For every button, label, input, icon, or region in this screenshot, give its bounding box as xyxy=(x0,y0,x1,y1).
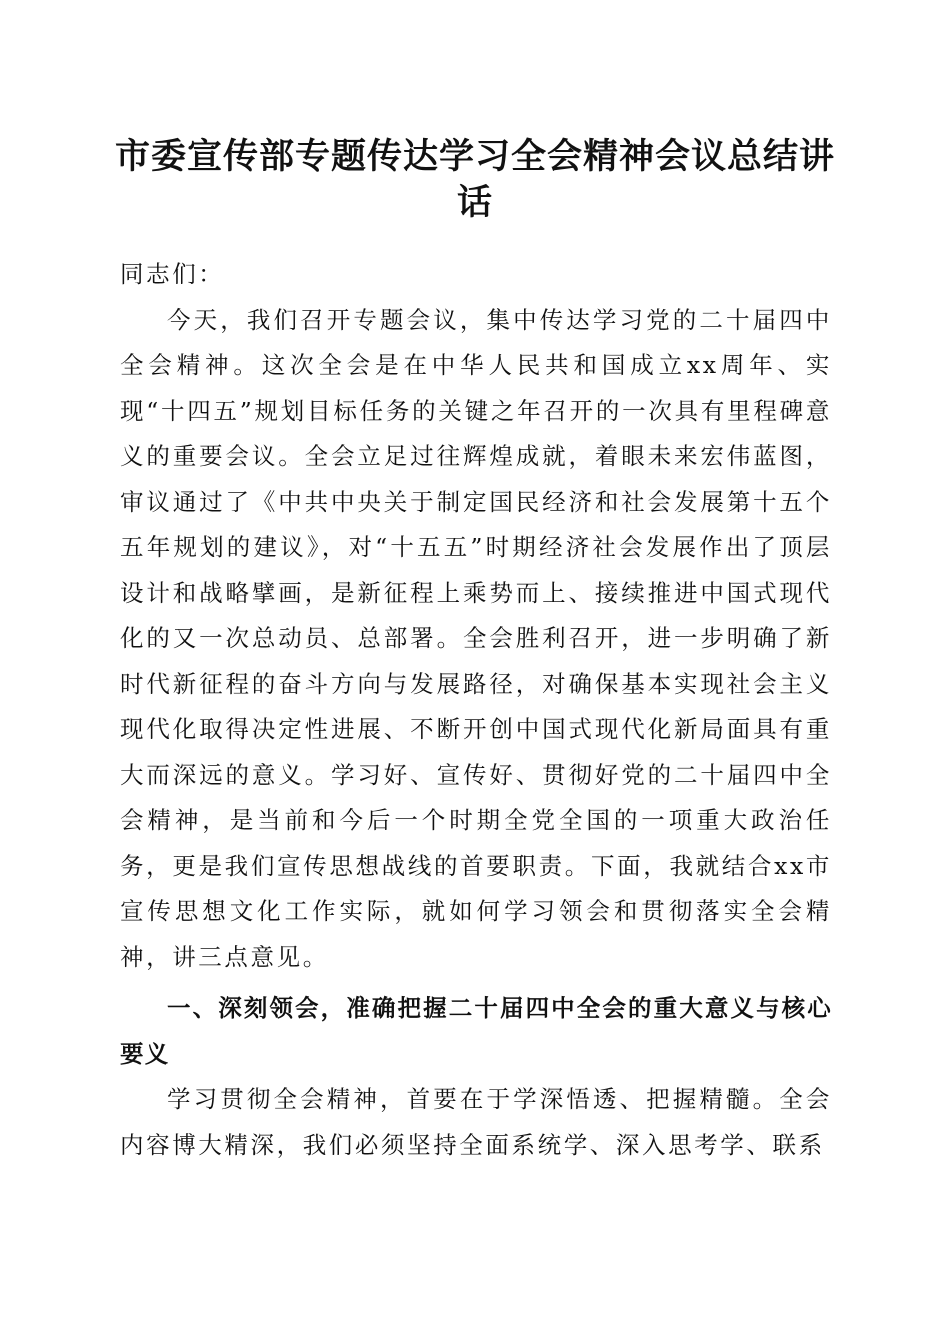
document-title: 市委宣传部专题传达学习全会精神会议总结讲话 xyxy=(114,136,835,223)
paragraph-intro: 今天，我们召开专题会议，集中传达学习党的二十届四中全会精神。这次全会是在中华人民共和国成立xx周年、实现“十四五”规划目标任务的关键之年召开的一次具有里程碑意义的重要会议。全会立足过往辉煌成就，着眼未来宏伟蓝图，审议通过了《中共中央关于制定国民经济和社会发展第十五个五年规划的建议》，对“十五五”时期经济社会发展作出了顶层设计和战略擘画，是新征程上乘势而上、接续推进中国式现代化的又一次总动员、总部署。全会胜利召开，进一步明确了新时代新征程的奋斗方向与发展路径，对确保基本实现社会主义现代化取得决定性进展、不断开创中国式现代化新局面具有重大而深远的意义。学习好、宣传好、贯彻好党的二十届四中全会精神，是当前和今后一个时期全党全国的一项重大政治任务，更是我们宣传思想战线的首要职责。下面，我就结合xx市宣传思想文化工作实际，就如何学习领会和贯彻落实全会精神，讲三点意见。 xyxy=(120,305,832,971)
salutation: 同志们： xyxy=(120,260,225,288)
document-body xyxy=(120,252,832,1168)
section-heading-1: 一、深刻领会，准确把握二十届四中全会的重大意义与核心要义 xyxy=(120,994,832,1068)
paragraph-section-1: 学习贯彻全会精神，首要在于学深悟透、把握精髓。全会内容博大精深，我们必须坚持全面系统学、深入思考学、联系 xyxy=(120,1085,832,1159)
